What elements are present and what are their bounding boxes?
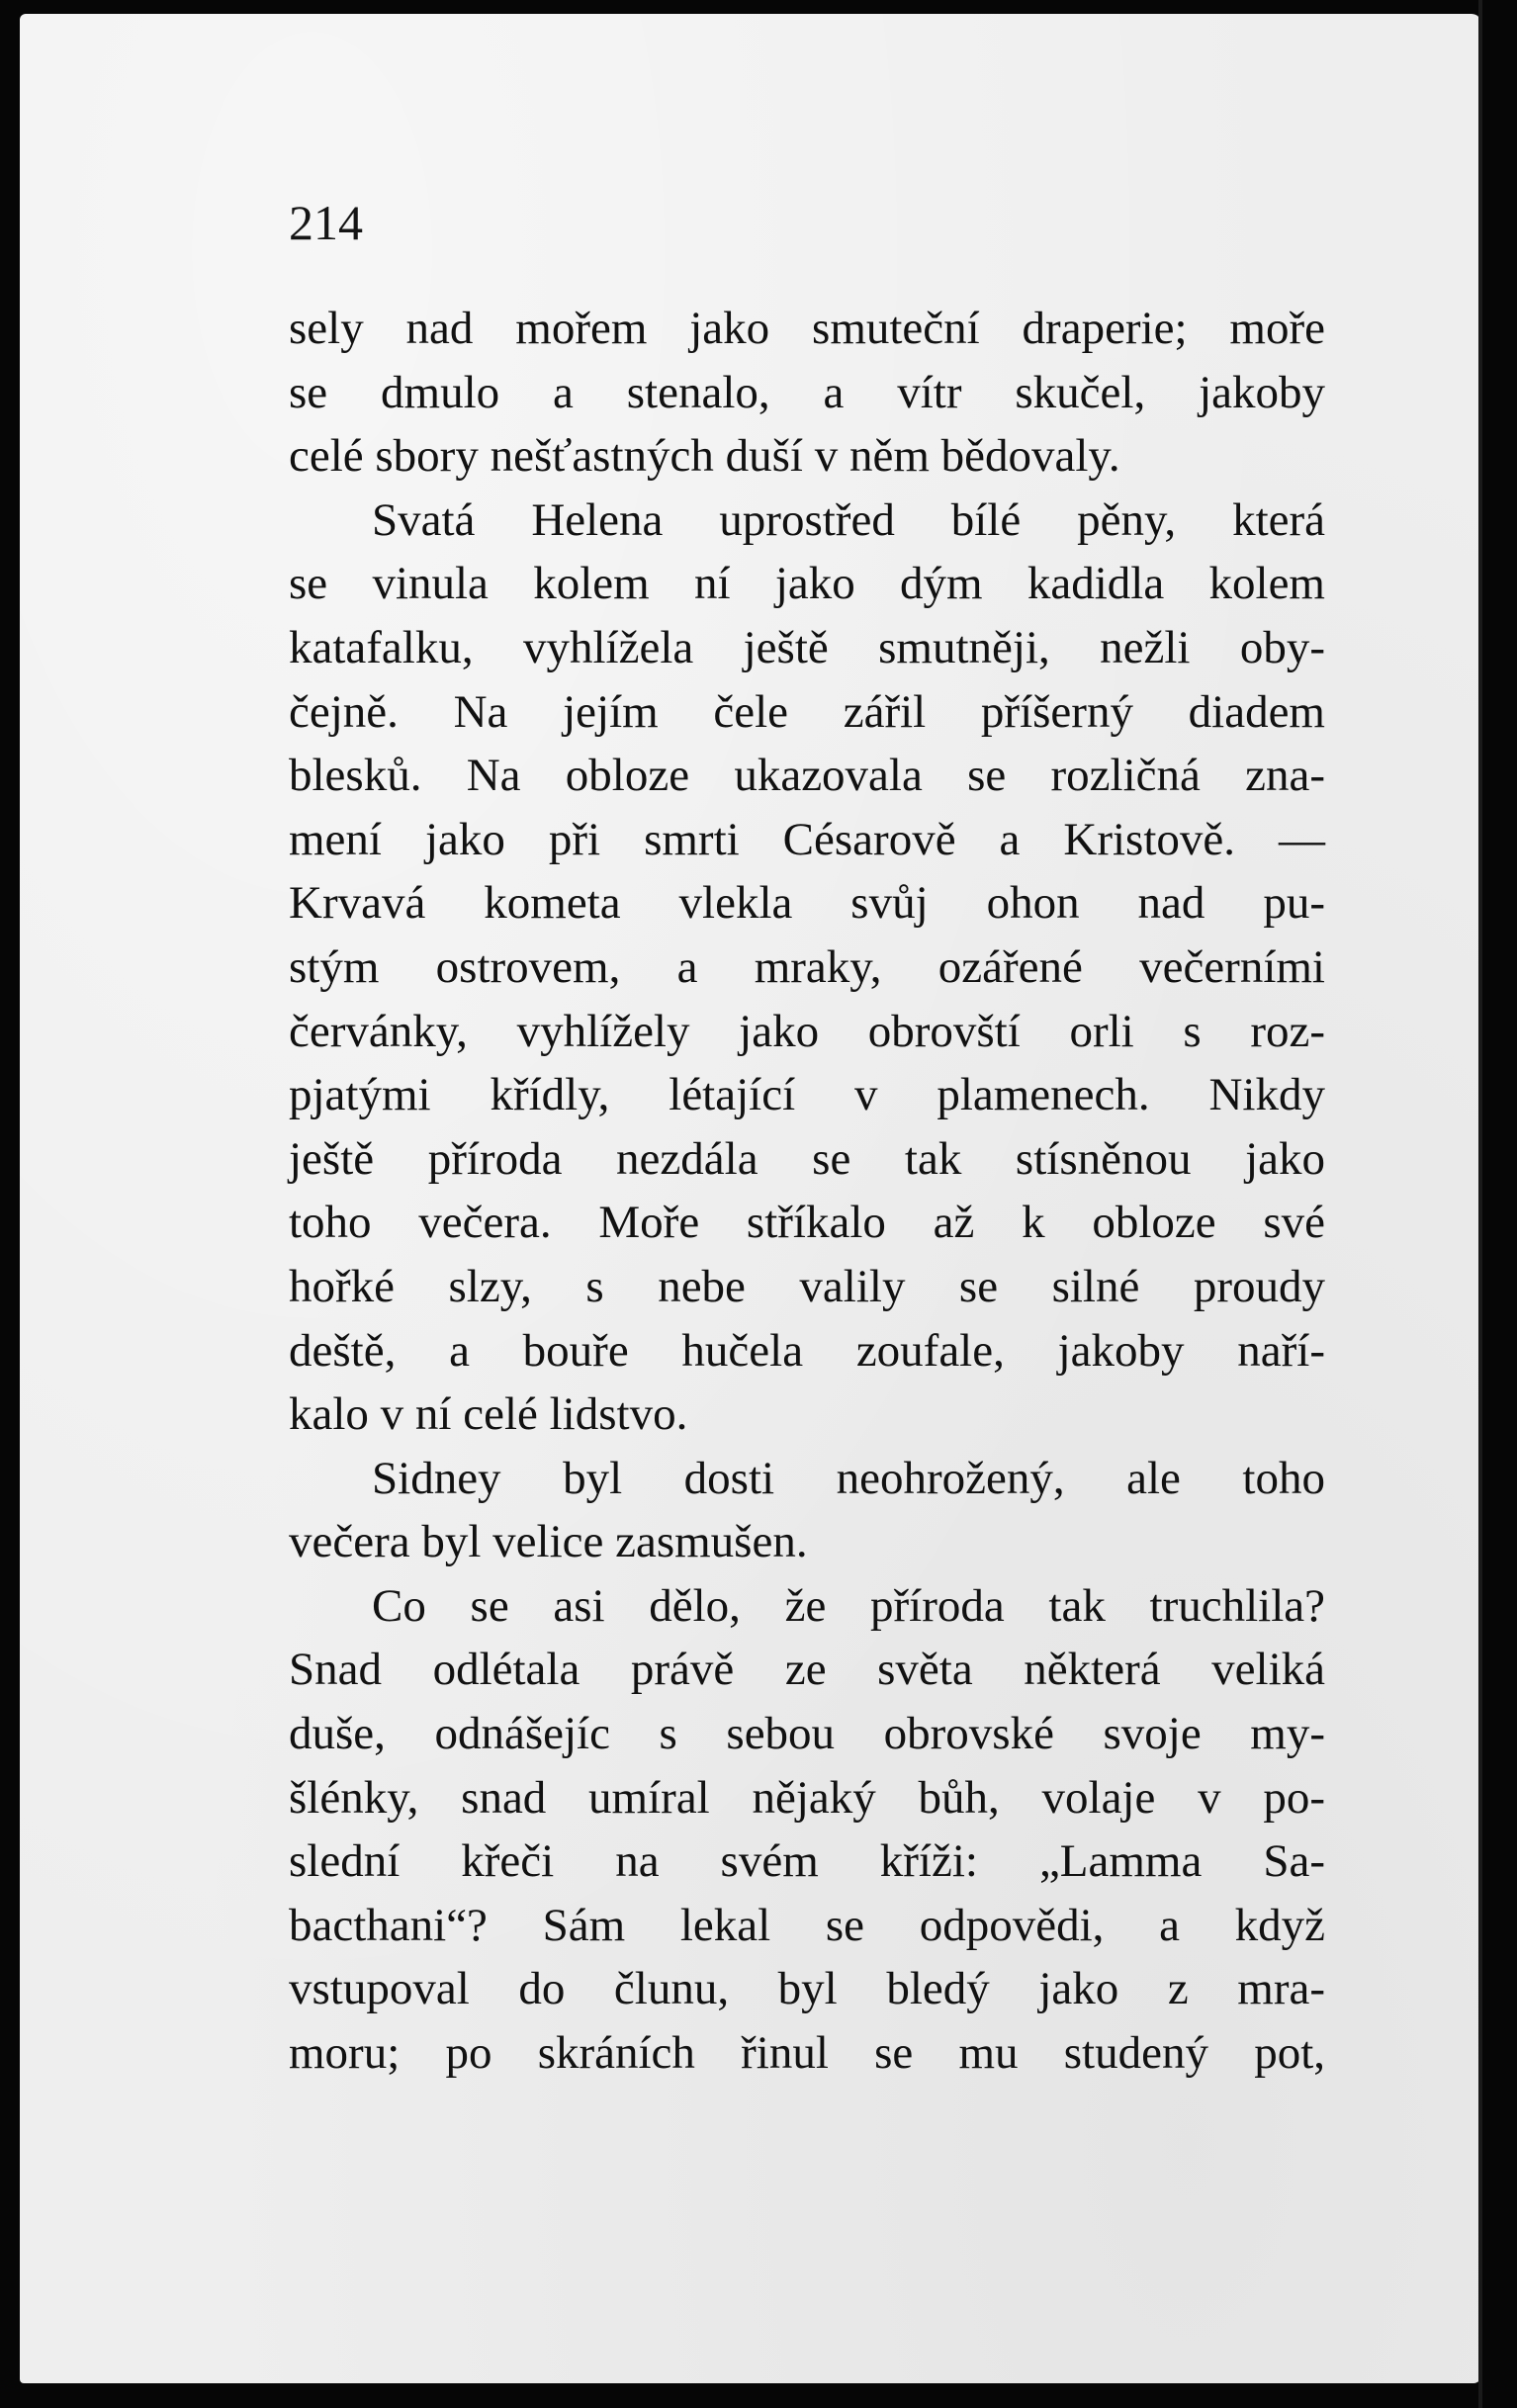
text-line: červánky, vyhlížely jako obrovští orli s roz- [289,1005,1325,1057]
text-line: celé sbory nešťastných duší v něm bědovaly. [289,430,1120,483]
text-line: stým ostrovem, a mraky, ozářené večerními [289,940,1325,993]
text-line: Co se asi dělo, že příroda tak truchlila? [372,1579,1325,1632]
text-line: se dmulo a stenalo, a vítr skučel, jakoby [289,366,1325,418]
text-line: deště, a bouře hučela zoufale, jakoby naří- [289,1324,1325,1377]
text-line: šlénky, snad umíral nějaký bůh, volaje v po- [289,1771,1325,1824]
text-line: moru; po skráních řinul se mu studený pot, [289,2027,1325,2080]
text-line: Krvavá kometa vlekla svůj ohon nad pu- [289,877,1325,930]
text-line: bacthani“? Sám lekal se odpovědi, a když [289,1899,1325,1951]
text-line: ještě příroda nezdála se tak stísněnou jako [289,1132,1325,1185]
page-edge [1478,0,1482,2408]
text-line: katafalku, vyhlížela ještě smutněji, nežli oby- [289,621,1325,673]
text-line: Sidney byl dosti neohrožený, ale toho [372,1452,1325,1504]
text-line: pjatými křídly, létající v plamenech. Nikdy [289,1069,1325,1121]
text-line: sely nad mořem jako smuteční draperie; moře [289,303,1325,354]
text-line: večera byl velice zasmušen. [289,1516,808,1568]
text-line: vstupoval do člunu, byl bledý jako z mra- [289,1963,1325,2015]
text-line: toho večera. Moře stříkalo až k obloze své [289,1197,1325,1249]
text-line: čejně. Na jejím čele zářil příšerný diadem [289,685,1325,738]
page-number: 214 [289,195,363,250]
body-text [289,297,1325,2086]
text-line: Snad odlétala právě ze světa některá veliká [289,1644,1325,1696]
text-line: kalo v ní celé lidstvo. [289,1388,688,1441]
text-line: Svatá Helena uprostřed bílé pěny, která [372,493,1325,546]
text-line: slední křeči na svém kříži: „Lamma Sa- [289,1835,1325,1888]
text-line: mení jako při smrti Césarově a Kristově. — [289,813,1325,865]
text-line: blesků. Na obloze ukazovala se rozličná zna- [289,750,1325,802]
text-line: se vinula kolem ní jako dým kadidla kolem [289,558,1325,610]
text-line: hořké slzy, s nebe valily se silné proudy [289,1260,1325,1312]
text-line: duše, odnášejíc s sebou obrovské svoje my- [289,1708,1325,1760]
